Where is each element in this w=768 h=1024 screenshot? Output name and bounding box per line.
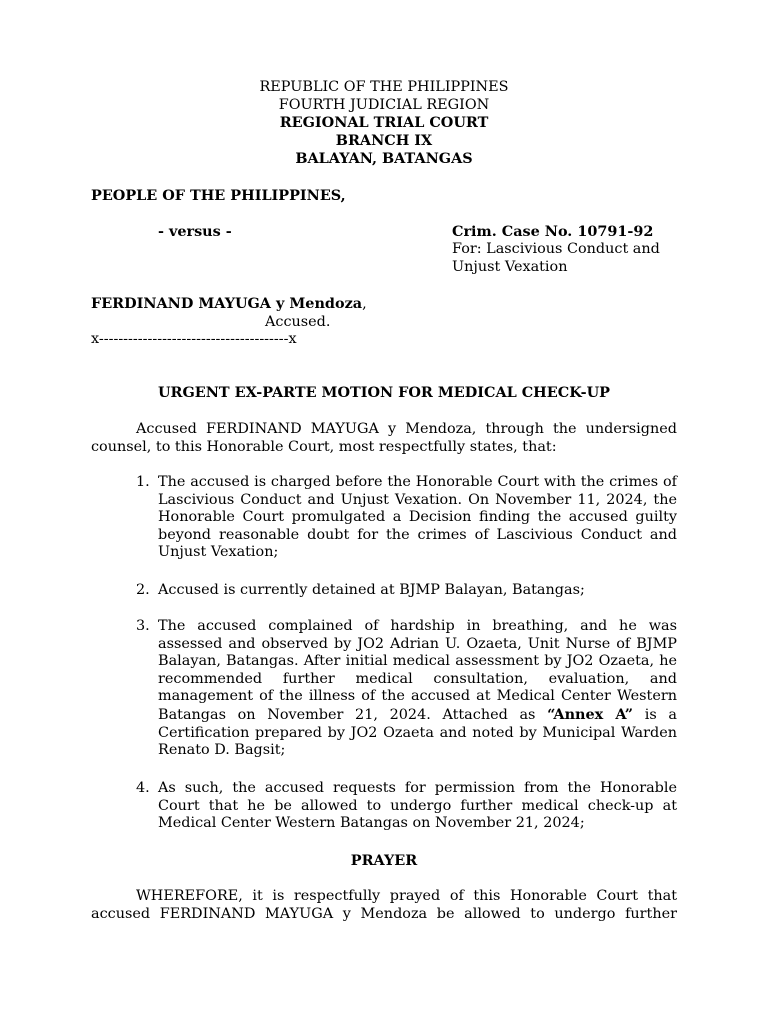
item-2-number: 2. [136, 582, 150, 598]
item-3-number: 3. [136, 618, 150, 634]
header-location: BALAYAN, BATANGAS [295, 150, 473, 167]
intro-paragraph: Accused FERDINAND MAYUGA y Mendoza, through the undersigned counsel, to this Honorable Court, most respectfully states, that: [91, 421, 677, 455]
item-4-number: 4. [136, 780, 150, 796]
item-4-text: As such, the accused requests for permission from the Honorable Court that he be allowed to undergo further medical check-up at Medical Center Western Batangas on November 21, 2024; [158, 780, 677, 832]
accused-name [91, 295, 367, 314]
court-header [0, 78, 768, 168]
case-charge-line1: For: Lascivious Conduct and [452, 241, 660, 257]
prayer-paragraph: WHEREFORE, it is respectfully prayed of this Honorable Court that accused FERDINAND MAYUGA y Mendoza be allowed to undergo further [91, 888, 677, 922]
header-republic: REPUBLIC OF THE PHILIPPINES [259, 79, 509, 95]
plaintiff-name: PEOPLE OF THE PHILIPPINES, [91, 187, 346, 204]
accused-label: Accused. [265, 314, 331, 330]
accused-name-bold: FERDINAND MAYUGA y Mendoza [91, 295, 363, 312]
item-3-text [158, 618, 677, 760]
annex-a-reference: “Annex A” [547, 705, 634, 723]
item-1-number: 1. [136, 474, 150, 490]
header-court: REGIONAL TRIAL COURT [279, 114, 489, 131]
item-3-text-before: The accused complained of hardship in breathing, and he was assessed and observed by JO2 Adrian U. Ozaeta, Unit Nurse of BJMP Balayan, Batangas. After initial medical assessment by JO2 Ozaeta, he recommended further medical consultation, evaluation, and management of the illness of the accused at Medical Center Western Batangas on November 21, 2024. Attached as [158, 618, 677, 723]
versus-label: - versus - [158, 223, 232, 240]
case-number: Crim. Case No. 10791-92 [452, 223, 654, 240]
item-3-text-after: is a Certification prepared by JO2 Ozaeta and noted by Municipal Warden Renato D. Bagsit; [158, 706, 677, 759]
item-1-text: The accused is charged before the Honorable Court with the crimes of Lascivious Conduct and Unjust Vexation. On November 11, 2024, the Honorable Court promulgated a Decision finding the accused guilty beyond reasonable doubt for the crimes of Lascivious Conduct and Unjust Vexation; [158, 474, 677, 561]
accused-name-comma: , [362, 296, 367, 312]
prayer-heading: PRAYER [350, 852, 418, 869]
motion-title: URGENT EX-PARTE MOTION FOR MEDICAL CHECK-UP [157, 384, 611, 401]
header-branch: BRANCH IX [335, 132, 433, 149]
item-2-text: Accused is currently detained at BJMP Balayan, Batangas; [158, 582, 585, 598]
header-region: FOURTH JUDICIAL REGION [278, 97, 490, 113]
case-charge-line2: Unjust Vexation [452, 259, 568, 275]
caption-separator: x---------------------------------------x [91, 331, 297, 347]
